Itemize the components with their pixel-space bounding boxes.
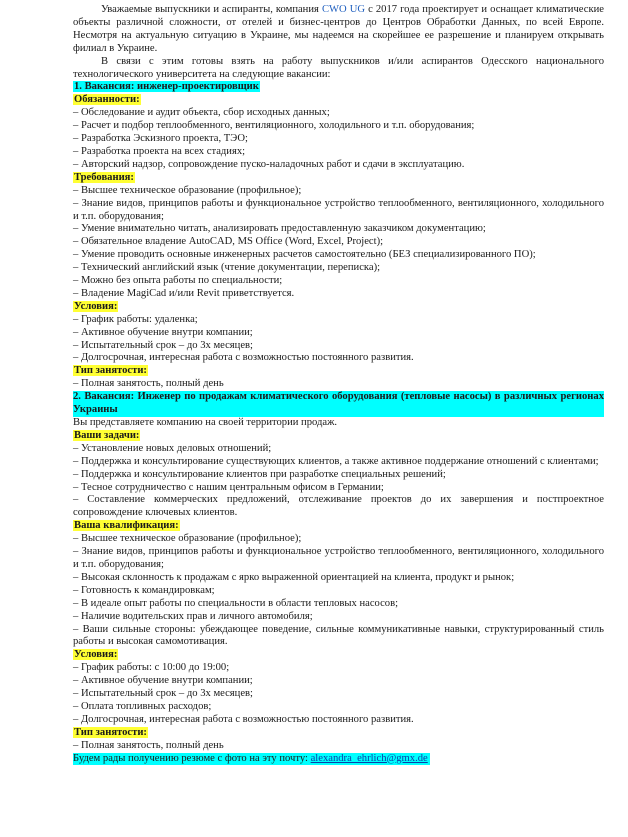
list-item: – Знание видов, принципов работы и функциональное устройство теплообменного, вентиляционного, холодильного и т.п. оборудования; xyxy=(73,197,604,222)
employment-type1-header-line xyxy=(73,365,604,378)
list-item: – Активное обучение внутри компании; xyxy=(73,675,253,687)
list-item: – Тесное сотрудничество с нашим центральным офисом в Германии; xyxy=(73,481,384,493)
vacancy1-title-line xyxy=(73,81,604,94)
list-item: – Наличие водительских прав и личного автомобиля; xyxy=(73,610,313,622)
list-item: – Знание видов, принципов работы и функциональное устройство теплообменного, вентиляционного, холодильного и т.п. оборудования; xyxy=(73,546,604,570)
list-item: – Разработка Эскизного проекта, ТЭО; xyxy=(73,133,248,145)
employment-type2-header-line xyxy=(73,727,604,740)
list-item: – Высшее техническое образование (профильное); xyxy=(73,533,302,545)
intro-text-end: с 2017 года проектирует и оснащает климатические объекты различной сложности, от отелей и бизнес-центров до Центров Обработки Данных, по всей Европе. Несмотря на актуальную ситуацию в Украине, мы надеемся на скорейшее ее разрешение и планируем открывать филиал в Украине. xyxy=(73,4,604,54)
intro-text-start: Уважаемые выпускники и аспиранты, компания xyxy=(101,4,322,15)
tasks-header-line xyxy=(73,430,604,443)
tasks-list xyxy=(73,443,604,520)
list-item: – Поддержка и консультирование существующих клиентов, а также активное поддержание отношений с клиентами; xyxy=(73,455,599,467)
list-item: – Высшее техническое образование (профильное); xyxy=(73,184,302,196)
duties-header: Обязанности: xyxy=(74,94,140,106)
list-item: – Испытательный срок – до 3х месяцев; xyxy=(73,339,254,351)
list-item: – Готовность к командировкам; xyxy=(73,584,215,596)
list-item: – Долгосрочная, интересная работа с возможностью постоянного развития. xyxy=(73,352,414,364)
employment-type1-value: – Полная занятость, полный день xyxy=(73,378,224,390)
list-item: – Долгосрочная, интересная работа с возможностью постоянного развития. xyxy=(73,713,414,725)
requirements-header: Требования: xyxy=(74,171,134,183)
list-item: – Ваши сильные стороны: убеждающее поведение, сильные коммуникативные навыки, структурированный стиль работы и высокая самомотивация. xyxy=(73,623,604,648)
list-item: – Умение проводить основные инженерных расчетов самостоятельно (БЕЗ специализированного ПО); xyxy=(73,249,536,261)
conditions2-list xyxy=(73,662,604,727)
list-item: – График работы: удаленка; xyxy=(73,313,198,325)
list-item: – Активное обучение внутри компании; xyxy=(73,326,253,338)
list-item: – Испытательный срок – до 3х месяцев; xyxy=(73,688,254,700)
footer-highlight xyxy=(73,753,430,766)
list-item: – Умение внимательно читать, анализировать предоставленную заказчиком документацию; xyxy=(73,223,486,235)
employment-type2-header: Тип занятости: xyxy=(74,726,147,738)
list-item: – Обязательное владение AutoCAD, MS Office (Word, Excel, Project); xyxy=(73,236,384,248)
conditions1-header: Условия: xyxy=(74,300,118,312)
vacancy2-intro: Вы представляете компанию на своей территории продаж. xyxy=(73,417,338,428)
footer-line xyxy=(73,753,604,766)
list-item: – Авторский надзор, сопровождение пуско-наладочных работ и сдачи в эксплуатацию. xyxy=(73,158,465,170)
employment-type1-header: Тип занятости: xyxy=(74,365,147,377)
tasks-header: Ваши задачи: xyxy=(74,429,140,441)
duties-header-line xyxy=(73,94,604,107)
list-item: – Технический английский язык (чтение документации, переписка); xyxy=(73,262,381,274)
intro-paragraph xyxy=(73,4,604,56)
list-item: – График работы: с 10:00 до 19:00; xyxy=(73,662,230,674)
duties-list xyxy=(73,107,604,172)
list-item: – Можно без опыта работы по специальности; xyxy=(73,275,283,287)
list-item: – Поддержка и консультирование клиентов при разработке специальных решений; xyxy=(73,468,446,480)
qualification-header: Ваша квалификация: xyxy=(74,520,179,532)
conditions2-header: Условия: xyxy=(74,649,118,661)
list-item: – Высокая склонность к продажам с ярко выраженной ориентацией на клиента, продукт и рынок; xyxy=(73,571,515,583)
list-item: – Обследование и аудит объекта, сбор исходных данных; xyxy=(73,107,330,119)
requirements-header-line xyxy=(73,172,604,185)
list-item: – В идеале опыт работы по специальности в области тепловых насосов; xyxy=(73,597,399,609)
list-item: – Разработка проекта на всех стадиях; xyxy=(73,145,246,157)
intro-vacancies-paragraph: В связи с этим готовы взять на работу выпускников и/или аспирантов Одесского национального технологического университета на следующие вакансии: xyxy=(73,55,604,80)
vacancy1-title: 1. Вакансия: инженер-проектировщик xyxy=(74,81,259,93)
vacancy2-title: 2. Вакансия: Инженер по продажам климатического оборудования (тепловые насосы) в различных регионах Украины xyxy=(73,391,604,416)
email-link[interactable]: alexandra_ehrlich@gmx.de xyxy=(310,752,428,764)
list-item: – Оплата топливных расходов; xyxy=(73,700,212,712)
conditions2-header-line xyxy=(73,649,604,662)
conditions1-header-line xyxy=(73,301,604,314)
qualification-header-line xyxy=(73,520,604,533)
list-item: – Расчет и подбор теплообменного, вентиляционного, холодильного и т.п. оборудования; xyxy=(73,120,475,132)
list-item: – Владение MagiCad и/или Revit приветствуется. xyxy=(73,287,295,299)
company-name: CWO UG xyxy=(321,4,366,15)
list-item: – Составление коммерческих предложений, отслеживание проектов до их завершения и постпроектное сопровождение ключевых клиентов. xyxy=(73,494,604,519)
requirements-list xyxy=(73,185,604,301)
conditions1-list xyxy=(73,314,604,366)
list-item: – Установление новых деловых отношений; xyxy=(73,442,272,454)
footer-text: Будем рады получению резюме с фото на эту почту: xyxy=(73,752,311,764)
employment-type2-value: – Полная занятость, полный день xyxy=(73,739,224,751)
qualification-list xyxy=(73,533,604,649)
